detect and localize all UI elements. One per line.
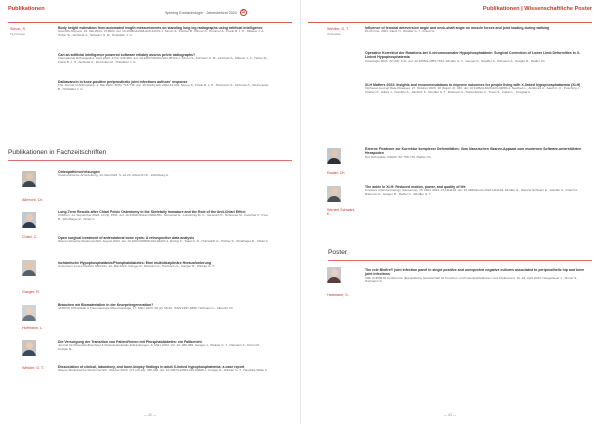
publication-entry	[58, 80, 270, 92]
publication-entry	[58, 261, 270, 269]
author-name: Simon, S.	[10, 27, 26, 31]
author-photo	[327, 186, 341, 202]
publication-citation: Frontiers in Endocrinology (Lausanne). 15. März 2023. 14:1111104. doi: 10.3389/fendo.2023.1111104. Mindler G., Wenzel-Schwarz E., Stauffer A., Kranzl A., Raimann A., Ganger R., Radler C., Windler G. T.	[365, 188, 579, 197]
header-divider	[308, 22, 592, 23]
left-header-title: Publikationen	[8, 6, 45, 12]
author-name: Wenzel Schwarz, E.	[327, 208, 356, 217]
author-photo	[22, 171, 36, 187]
poster-title: The role Biofire® joint infection panel in single positive and unexpected negative cultures associated to periprosthetic hip and knee joint infections	[365, 268, 585, 277]
publication-title: Die Versorgung der Transition von Patient*innen mit Phosphatdiabetes: ein Fallbericht	[58, 340, 202, 344]
publication-entry	[58, 365, 270, 373]
author-photo	[327, 148, 341, 164]
publication-entry	[58, 236, 270, 244]
header-meta	[165, 9, 247, 16]
right-page	[300, 0, 600, 424]
publication-title: Osteopathieverletzungen	[58, 170, 100, 174]
publication-citation: International Orthopaedics. April 2023. 47(4): 945-953. doi: 10.1007/s00264-023-05722-z. Simon S., Schwarz G. M., Aichmair A., Mitterer J. A., Huber St., Frank B. J. H., Aichmair A., Dominkus M., Hofstätter J. G.	[58, 56, 269, 65]
publication-citation: Journal für Mineralstoffwechsel & Muskuloskelettale Erkrankungen. 8. März 2023. Vol. 22: 386-389. Ganger J., Winkler G. T., Raimann A., Dormi M., Kocijan R.	[58, 343, 261, 352]
author-photo	[22, 260, 36, 276]
author-photo	[22, 212, 36, 228]
author-name: Ganger, R.	[22, 290, 40, 294]
publication-title: Brauchen wir Biomaterialien in der Knorpelregeneration?	[58, 303, 154, 307]
section-divider	[8, 160, 292, 161]
publication-citation: Universum Innere Medizin 3/09.041. 10. Mai 2023. Ganger R., Raimann A., Hartmann S., Ganger R., Winkler G. T.	[58, 264, 215, 269]
publication-entry	[365, 26, 590, 34]
author-photo	[327, 267, 341, 283]
publication-entry	[58, 53, 270, 65]
publication-citation: Children. 14. September 2023. 10 (9): 1551. doi: 10.3390/children10091551. Schneider E., Lutschinig M. C., Vertesich K., Schreiner M., Pelscher P., Kvia B., Windhager R., Chiari C.	[58, 213, 268, 222]
author-photo	[22, 340, 36, 356]
publication-entry	[365, 51, 590, 63]
header-divider	[8, 22, 292, 23]
publication-entry	[365, 83, 590, 95]
publication-citation: Wiener klinische Wochenschrift. August 2023. doi: 10.1007/s00508-023-02267-4. Döring K., Staat G. D., Holzwärth G., Pichler S., Windhager R., Chiari C.	[58, 239, 269, 244]
page-number: — 43 —	[443, 413, 457, 417]
publication-citation: JATROS Orthopädie & Traumatologie Rheumatologie. 17. März 2023. 28 (2): 59-62. ISSN 1997-8308. Hoffmann L., Albrecht Ch.	[58, 306, 234, 311]
section-title: Publikationen in Fachzeitschriften	[8, 149, 107, 156]
publication-entry	[365, 185, 590, 197]
publication-citation: Der Orthopäde. 6/2023. 52: 758-770. Radler Ch.	[365, 154, 432, 159]
poster-entry	[365, 268, 590, 284]
author-name: Hoffmann, L.	[22, 326, 44, 330]
publication-citation: Wiener Medizinische Wochenschrift. Oktober 2023. 173 (15-16): 335-346. doi: 10.1007/s10354-022-00806-x. Kocijan R., Winkler G. T., Haschka-Wilde A.	[58, 368, 268, 373]
logo-icon: S	[241, 9, 245, 15]
publication-title: Long-Term Results after Chiari Pelvic Osteotomy in the Skeletally Immature and the Role of the Anti-Chiari Effect	[58, 210, 246, 214]
publication-entry	[365, 147, 590, 159]
publication-citation: Österreichische Ärztezeitung, 10. Mai 2023. S. 22-23. Albrecht Ch., Zetlitzberg A.	[58, 173, 169, 178]
author-name: Radler, Ch.	[327, 171, 346, 175]
publication-title: Can an artificial intelligence powered software reliably assess pelvic radiographs?	[58, 53, 196, 57]
publication-title: Body height estimation from automated length measurements on standing long leg radiographs using artificial intelligence	[58, 26, 263, 30]
publication-title: Dissociation of clinical, laboratory, and bone-biopsy findings in adult X-linked hypophosphatemia: a case report	[58, 365, 245, 369]
publication-entry	[58, 170, 270, 178]
publication-title: XLH Matters 2022: Insights and recommendations to improve outcomes for people living with X-linked hypophosphataemia (XLH)	[365, 83, 581, 87]
publication-title: Ischämische Hypophosphatämie/Phosphatdiabetes: Eine multidisziplinäre Herausforderung	[58, 261, 212, 265]
author-name: Albrecht, Ch.	[22, 198, 44, 202]
author-name: Chiari, C.	[22, 235, 38, 239]
header-subtitle: Spiering Endokrinologie · Jahresbericht 2023	[165, 10, 237, 15]
publication-citation: Orphanet Journal Rare Diseases. 27. Oktober 2023. 18 (Suppl. 2): 333. doi: 10.1186/s13023-023-02883-4. Seefried L., Alzahrani A., Satoh K. K., Puschnig J., Chaney P., Gillies J., Giardino A., Jandl M. K., Windler G. T., Raimann A., Hohenfellner A., Turan S., Zudan L., Czegbal A.	[365, 86, 581, 95]
publication-entry	[58, 340, 270, 352]
publication-citation: Osteologie 2023. 32 (03): 6-11. doi: 10.1055/a-1955-7154. Windler G. T., Ganger R., Stauffer A., Raimann A., Kocijan R., Radler Ch.	[365, 58, 546, 63]
publication-title: Externe Fixateure zur Korrektur komplexer Deformitäten: Vom klassischen Ilizarov-Apparat zum modernen Software-unterstützten Hexapoden	[365, 147, 582, 156]
publication-title: Open surgical treatment of anterolateral bone cysts: A retrospective data analysis	[58, 236, 195, 240]
publication-title: Dalbavancin in knee-positive periprosthetic joint infections authors' response	[58, 80, 188, 84]
page-number: — 42 —	[143, 413, 157, 417]
poster-citation: 30th ICJR/MJO Conference (Europäische Gesellschaft für Knochen- und Gelenksinfektionen und Infektionen), 15.-18. April 2023. Neugebauer J., Simon S., Hartmann S.	[365, 275, 578, 284]
author-name: Windler, G. T.	[327, 27, 350, 31]
author-name: Hartmann, S.	[327, 293, 349, 297]
author-photo	[22, 305, 36, 321]
author-name: Winkler, G. T.	[22, 366, 44, 370]
publication-title: The ankle in XLH: Reduced motion, power, and quality of life	[365, 185, 466, 189]
publication-title: Influence of femoral anteversion angle and neck-shaft angle on muscle forces and joint loading during walking	[365, 26, 550, 30]
section-divider	[328, 260, 592, 261]
publication-entry	[58, 210, 270, 222]
publication-entry	[58, 26, 270, 38]
publication-citation: PLoS One. 2023. Kainz H., Windler G. T., Kranzl A.	[365, 29, 435, 34]
author-role: Psychologie	[10, 32, 26, 36]
publication-title: Operative Korrektur der Rotations-bei X-chromosomaler Hypophosphatämie: Surgical Correction of Lower Limb Deformities in X-Linked Hypophosphatemia	[365, 51, 581, 60]
author-role: Orthopädie	[327, 32, 341, 36]
publication-citation: The Journal of Arthroplasty. 1. Mai 2023. 38(5): 715-716. doi: 10.1016/j.arth.2022.12.001. Simon S., Frank B. J. H., Hartmann S., Aichmair A., Stelzeneder B., Hofstätter J. G.	[58, 83, 269, 92]
right-header-title: Publikationen | Wissenschaftliche Poster	[482, 6, 592, 12]
section-title: Poster	[328, 249, 348, 256]
publication-citation: Scientific Reports, 23. Mai 2023. 13:8504. doi: 10.1038/s41598-023-34670-1. Simon S., Fischer B., Rinner A., Hummer A., Frank B. J. H., Mitterer J. A., Huber St., Aichmair A., Schwarz G. M., Hofstätter J. G.	[58, 29, 266, 38]
publication-entry	[58, 303, 270, 311]
